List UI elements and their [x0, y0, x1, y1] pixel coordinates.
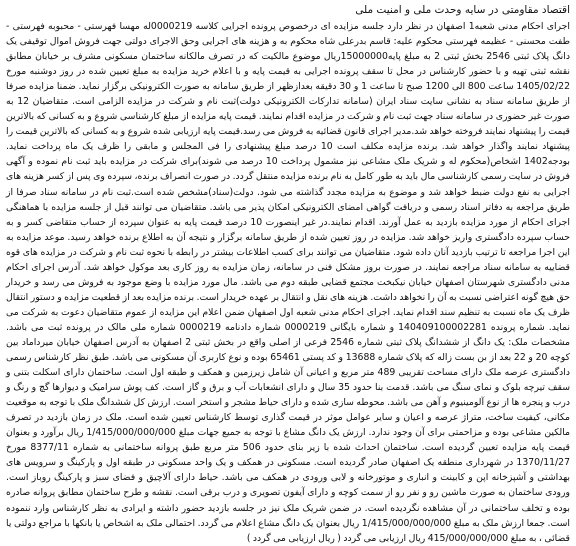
notice-header: اقتصاد مقاومتی در سایه وحدت ملی و امنیت ملی [355, 4, 570, 16]
notice-body: اجرای احکام مدنی شعبه1 اصفهان در نظر دارد جلسه مزایده ای درخصوص پرونده اجرایی کلاسه 0000219له مهسا فهرستی - محبوبه فهرستی - طفت محسنی - عظیمه فهرستی محکوم علیه: قاسم بدرعلی شاه محکوم به و هزینه های اجرایی وحق الاجرای دولتی جهت فروش اموال توقیفی یک دانگ پلاک ثبتی 2546 بخش ثبتی 2 به مبلغ پایه15000000ریال موضوع مالکیت که در تصرف مالکانه ساختمان مسکونی مشرف بر خیابان مطابق نقشه ثبتی تهیه و با حضور کارشناس در محل تا سقف پرونده اجرایی به قیمت پایه و با اعلام خرید مزایده به مبلغ تعیین شده در روز دوشنبه مورخ 1405/02/22 ساعت 800 الی 1200 صبح تا ساعت 1 و 30 دقیقه بعدازظهر از طریق سامانه به صورت الکترونیکی برگزار نماید. ضمنا مزایده صرفا از طریق سامانه سناد به نشانی سایت سناد ایران (سامانه تدارکات الکترونیکی دولت)ثبت نام و شرکت در مزایده الزامی است. متقاضیان 12 به صورت غیر حضوری در سامانه سناد جهت ثبت نام و شرکت در مزایده اقدام نمایند. قیمت پایه مزایده از مبلغ کارشناسی شروع و به کسانی که بالاترین قیمت را پیشنهاد نمایند فروخته خواهد شد.مدیر اجرای قانون قضائیه به فروش می رسد.قیمت پایه ارزیابی شده شروع و به کسانی که بالاترین قیمت را پیشنهاد نمایند واگذار خواهد شد. برنده مزایده مکلف است 10 درصد مبلغ پیشنهادی را فی المجلس و مابقی را ظرف یک ماه پرداخت نماید. بودجه1402 اشخاص(محکوم له و شریک ملک مشاعی نیز مشمول پرداخت 10 درصد می شوند)برای شرکت در مزایده باید ثبت نام نموده و آگهی فروش در سایت رسمی کارشناسی مال باید به طور کامل به نام برنده مزایده منتقل گردد. در صورت انصراف برنده، سپرده وی پس از کسر هزینه های اجرایی به نفع دولت ضبط خواهد شد و موضوع به مزایده مجدد گذاشته می شود. دولت(سناد)مشخص شده است.ثبت نام در سامانه سناد صرفا از طریق مراجعه به دفاتر اسناد رسمی و دریافت گواهی امضای الکترونیکی امکان پذیر می باشد. متقاضیان می توانند قبل از جلسه مزایده با هماهنگی اجرای احکام از مورد مزایده بازدید به عمل آورند. اقدام نمایند.در غیر اینصورت 10 درصد قیمت پایه به عنوان سپرده از حساب متقاضی کسر و به حساب سپرده دادگستری واریز خواهد شد. مزایده در روز تعیین شده از طریق سامانه برگزار و نتیجه آن به اطلاع برنده خواهد رسید. موعد مزایده به این اجرا مراجعه تا ترتیب بازدید آنان داده شود. متقاضیان می توانند برای کسب اطلاعات بیشتر در رابطه با نحوه ثبت نام و شرکت در مزایده های قوه قضاییه به سامانه سناد مراجعه نمایند. در صورت بروز مشکل فنی در سامانه، زمان مزایده به روز کاری بعد موکول خواهد شد. آدرس اجرای احکام مدنی دادگستری شهرستان اصفهان خیابان نیکبخت مجتمع قضایی طبقه دوم می باشد. مال مورد مزایده با وضع موجود به فروش می رسد و خریدار حق هیچ گونه اعتراضی نسبت به آن را نخواهد داشت. هزینه های نقل و انتقال بر عهده خریدار است. برنده مزایده بعد از قطعیت مزایده و دستور انتقال ظرف یک ماه نسبت به تنظیم سند اقدام نماید. اجرای احکام مدنی شعبه اول اصفهان ضمن اعلام این مزایده از عموم متقاضیان دعوت به شرکت می نماید. شماره پرونده 140409100002281 و شماره بایگانی 0000219 شماره دادنامه 0000219 شماره ملی مالک در پرونده ثبت می باشد. مشخصات ملک: یک دانگ از ششدانگ پلاک ثبتی شماره 2546 فرعی از اصلی واقع در بخش ثبتی 2 اصفهان به آدرس اصفهان خیابان میرداماد بین کوچه 20 و 22 بعد از بن بست زاله که پلاک شماره 13688 و کد پستی 65461 بوده و نوع کاربری آن مسکونی می باشد. طبق نظر کارشناس رسمی دادگستری عرصه ملک دارای مساحت تقریبی 489 متر مربع و اعیانی آن شامل زیرزمین و همکف و طبقه اول است. ساختمان دارای اسکلت بتنی و سقف تیرچه بلوک و نمای سنگ می باشد. قدمت بنا حدود 35 سال و دارای انشعابات آب و برق و گاز است. کف پوش سرامیک و دیوارها گچ و رنگ و درب و پنجره ها از نوع آلومینیوم و آهن می باشد. محوطه سازی شده و دارای حیاط مشجر و استخر است. ارزش کل ششدانگ ملک با توجه به موقعیت مکانی، کیفیت ساخت، متراژ عرصه و اعیان و سایر عوامل موثر در قیمت گذاری توسط کارشناس تعیین شده است. ملک در زمان بازدید در تصرف مالکین مشاعی بوده و مزاحمتی برای آن وجود ندارد. ارزش یک دانگ مشاع با توجه به جمیع جهات مبلغ 1/415/000/000/000 ریال برآورد و بعنوان قیمت پایه مزایده تعیین گردیده است. ساختمان احداث شده با زیر بنای حدود 506 متر مربع طبق پروانه ساختمانی به شماره 8377/11 مورخ 1370/11/27 در شهرداری منطقه یک اصفهان صادر گردیده است. مسکونی در همکف و یک واحد مسکونی در طبقه اول و پارکینگ و سرویس های بهداشتی و آشپزخانه اپن و کابینت و انباری و موتورخانه و لابی ورودی در همکف می باشد. حیاط دارای آلاچیق و فضای سبز و پارکینگ روباز است. ورودی ساختمان به صورت ماشین رو و نفر رو از سمت کوچه و دارای آیفون تصویری و درب برقی است. نقشه و طرح ساختمان مطابق پروانه صادره بوده و تخلف ساختمانی در آن مشاهده نگردیده است. در ضمن شریک ملک نیز در جلسه بازدید حضور داشته و ایرادی به نظر کارشناس وارد ننموده است. جمعا ارزش ملک به مبلغ 1/415/000/000/000 ریال بعنوان یک دانگ مشاع اعلام می گردد. احتمالی ملک به اشخاص یا بانکها با مراجع دولتی یا قضائی ، به مبلغ 415/000/000/000 ریال ارزیابی می گردد ( ریال ارزیابی می گردد ) [6, 21, 571, 544]
